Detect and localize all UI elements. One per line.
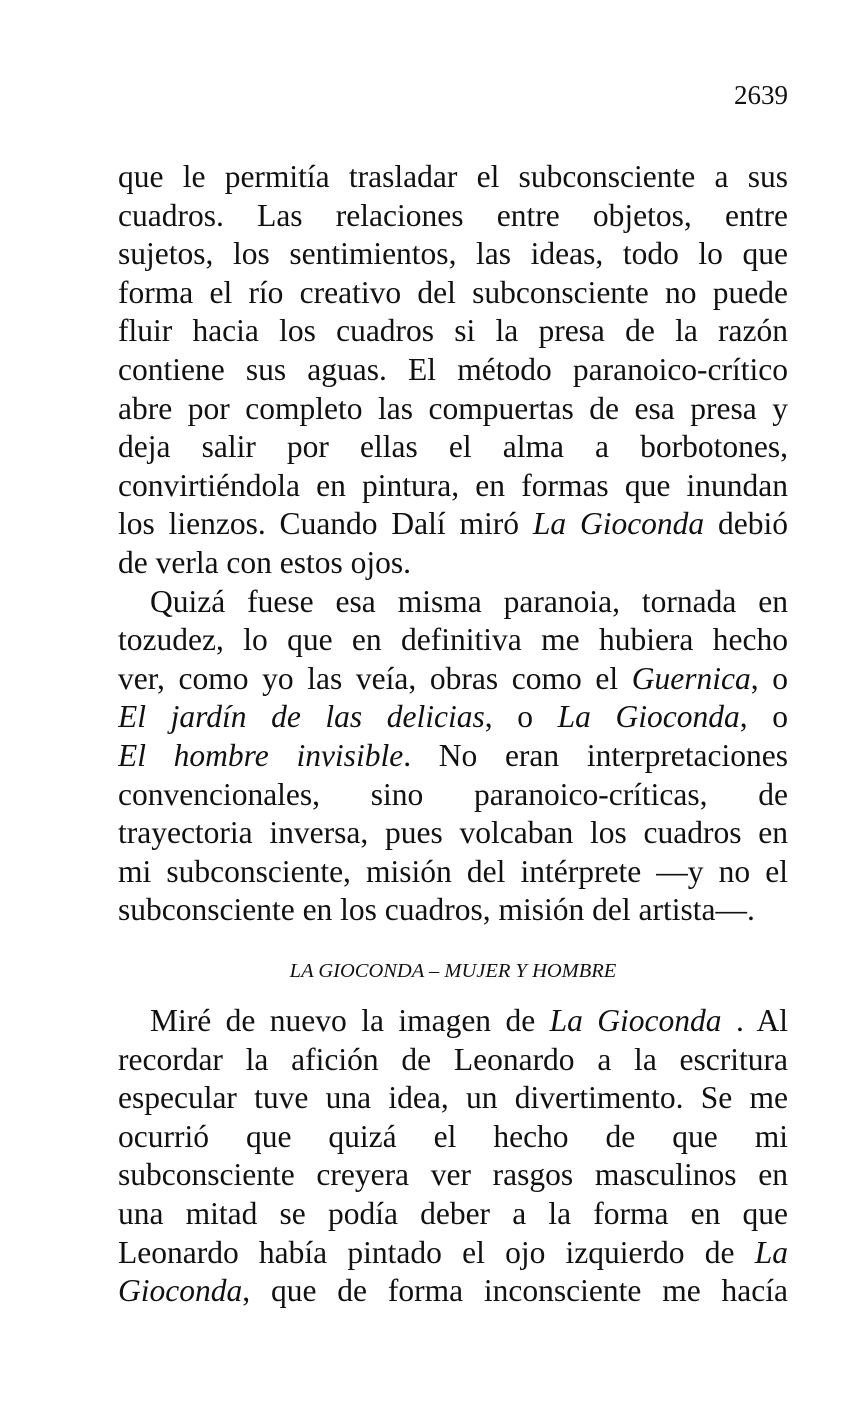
text-run: cuadros. Las relaciones entre objetos, entre bbox=[118, 197, 788, 233]
text-line bbox=[118, 544, 788, 583]
text-line bbox=[118, 621, 788, 660]
text-run: tozudez, lo que en definitiva me hubiera hecho bbox=[118, 622, 788, 658]
text-run: ocurrió que quizá el hecho de que mi bbox=[118, 1118, 788, 1154]
text-line bbox=[118, 467, 788, 506]
text-run: de verla con estos ojos. bbox=[118, 544, 412, 580]
text-line bbox=[118, 814, 788, 853]
text-line bbox=[118, 274, 788, 313]
text-run: subconsciente en los cuadros, misión del artista—. bbox=[118, 892, 755, 928]
text-line bbox=[118, 390, 788, 429]
text-run: una mitad se podía deber a la forma en que bbox=[118, 1195, 788, 1231]
text-run: trayectoria inversa, pues volcaban los cuadros en bbox=[118, 815, 788, 851]
text-run: ver, como yo las veía, obras como el bbox=[118, 660, 632, 696]
text-run: forma el río creativo del subconsciente no puede bbox=[118, 274, 788, 310]
italic-title: El hombre invisible bbox=[118, 737, 404, 773]
italic-title: La Gioconda bbox=[549, 1003, 722, 1038]
italic-title: Guernica bbox=[631, 660, 751, 696]
text-line bbox=[118, 1234, 788, 1273]
text-run: mi subconsciente, misión del intérprete —y no el bbox=[118, 853, 788, 889]
text-run: deja salir por ellas el alma a borbotones, bbox=[118, 429, 788, 465]
text-run: sujetos, los sentimientos, las ideas, todo lo que bbox=[118, 236, 788, 272]
body-text-block-2 bbox=[118, 1002, 788, 1311]
text-run: Quizá fuese esa misma paranoia, tornada en bbox=[150, 583, 788, 619]
italic-title: La Gioconda bbox=[557, 699, 740, 735]
page-number: 2639 bbox=[734, 80, 788, 110]
text-run: recordar la afición de Leonardo a la escritura bbox=[118, 1041, 788, 1077]
text-run: convirtiéndola en pintura, en formas que inundan bbox=[118, 467, 788, 503]
text-run: , que de forma inconsciente me hacía bbox=[242, 1273, 788, 1309]
text-line bbox=[118, 737, 788, 776]
text-run: contiene sus aguas. El método paranoico-crítico bbox=[118, 351, 788, 387]
text-run: . No eran interpretaciones bbox=[403, 737, 788, 773]
italic-title: La bbox=[754, 1234, 788, 1270]
text-line bbox=[118, 158, 788, 197]
section-heading: LA GIOCONDA – MUJER Y HOMBRE bbox=[289, 960, 617, 982]
text-line bbox=[118, 428, 788, 467]
text-line bbox=[118, 776, 788, 815]
text-run: los lienzos. Cuando Dalí miró bbox=[118, 506, 533, 542]
text-line bbox=[118, 698, 788, 737]
text-run: . Al bbox=[721, 1003, 788, 1038]
text-run: , o bbox=[484, 699, 558, 735]
italic-title: El jardín de las delicias bbox=[118, 699, 485, 735]
text-run: especular tuve una idea, un divertimento. Se me bbox=[118, 1080, 788, 1116]
text-line bbox=[118, 351, 788, 390]
text-line bbox=[118, 1118, 788, 1157]
text-run: subconsciente creyera ver rasgos masculinos en bbox=[118, 1157, 788, 1193]
text-line bbox=[118, 1156, 788, 1195]
text-line bbox=[118, 1002, 788, 1041]
text-line bbox=[118, 891, 788, 930]
text-line bbox=[118, 1195, 788, 1234]
text-run: convencionales, sino paranoico-críticas, de bbox=[118, 776, 788, 812]
text-line bbox=[118, 1041, 788, 1080]
italic-title: La Gioconda bbox=[532, 506, 705, 542]
text-run: fluir hacia los cuadros si la presa de la razón bbox=[118, 313, 788, 349]
text-line bbox=[118, 853, 788, 892]
text-run: debió bbox=[704, 506, 788, 542]
text-run: Leonardo había pintado el ojo izquierdo de bbox=[118, 1234, 755, 1270]
body-text-block-1 bbox=[118, 158, 788, 930]
italic-title: Gioconda bbox=[118, 1273, 243, 1309]
text-line bbox=[118, 505, 788, 544]
text-run: abre por completo las compuertas de esa presa y bbox=[118, 390, 788, 426]
text-line bbox=[118, 197, 788, 236]
text-line bbox=[118, 312, 788, 351]
text-line bbox=[118, 1272, 788, 1311]
text-line bbox=[118, 660, 788, 699]
text-line bbox=[118, 235, 788, 274]
text-line bbox=[118, 1079, 788, 1118]
text-run: , o bbox=[739, 699, 788, 735]
text-line bbox=[118, 583, 788, 622]
text-run: que le permitía trasladar el subconsciente a sus bbox=[118, 159, 788, 194]
text-run: Miré de nuevo la imagen de bbox=[150, 1003, 550, 1038]
text-run: , o bbox=[750, 660, 788, 696]
